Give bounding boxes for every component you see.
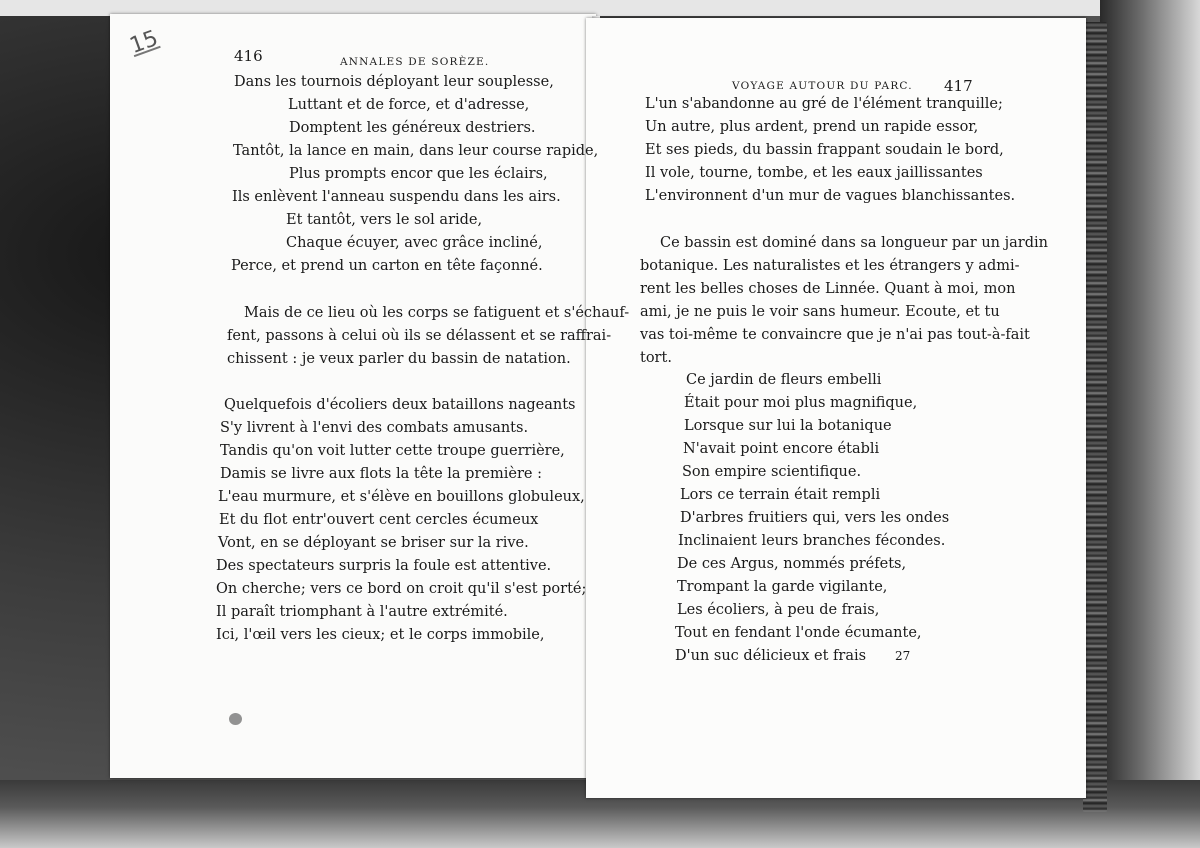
ink-smudge: [229, 713, 242, 725]
verse-line: Ce jardin de fleurs embelli: [686, 372, 882, 388]
verse-line: S'y livrent à l'envi des combats amusants.: [220, 420, 529, 436]
verse-line: Lors ce terrain était rempli: [680, 487, 881, 503]
left-running-head: ANNALES DE SORÈZE.: [340, 56, 490, 68]
prose-line: chissent : je veux parler du bassin de natation.: [227, 351, 571, 367]
verse-line: Ils enlèvent l'anneau suspendu dans les airs.: [232, 189, 561, 205]
verse-line: D'arbres fruitiers qui, vers les ondes: [680, 510, 950, 526]
verse-line: L'un s'abandonne au gré de l'élément tranquille;: [645, 96, 1003, 112]
verse-line: Inclinaient leurs branches fécondes.: [678, 533, 946, 549]
verse-line: Et ses pieds, du bassin frappant soudain le bord,: [645, 142, 1004, 158]
prose-line: fent, passons à celui où ils se délassent et se raffrai-: [227, 328, 612, 344]
prose-line: ami, je ne puis le voir sans humeur. Ecoute, et tu: [640, 304, 1000, 320]
verse-line: On cherche; vers ce bord on croit qu'il s'est porté;: [216, 581, 587, 597]
right-running-head: VOYAGE AUTOUR DU PARC.: [732, 80, 913, 92]
right-page-number: 417: [944, 77, 973, 95]
verse-line: Les écoliers, à peu de frais,: [677, 602, 880, 618]
verse-line: Était pour moi plus magnifique,: [684, 395, 918, 411]
verse-line: Perce, et prend un carton en tête façonné.: [231, 258, 543, 274]
prose-line: Ce bassin est dominé dans sa longueur par un jardin: [660, 235, 1048, 251]
verse-line: Il vole, tourne, tombe, et les eaux jaillissantes: [645, 165, 983, 181]
verse-line: L'eau murmure, et s'élève en bouillons globuleux,: [218, 489, 585, 505]
verse-line: Un autre, plus ardent, prend un rapide essor,: [645, 119, 979, 135]
right-scan-edge: [1100, 0, 1200, 848]
verse-line: Tantôt, la lance en main, dans leur course rapide,: [233, 143, 599, 159]
verse-line: Dans les tournois déployant leur souplesse,: [234, 74, 554, 90]
prose-line: Mais de ce lieu où les corps se fatiguent et s'échauf-: [244, 305, 630, 321]
verse-line: Et tantôt, vers le sol aride,: [286, 212, 483, 228]
verse-line: Plus prompts encor que les éclairs,: [289, 166, 548, 182]
verse-line: D'un suc délicieux et frais: [675, 648, 867, 664]
verse-line: Damis se livre aux flots la tête la première :: [220, 466, 542, 482]
prose-line: rent les belles choses de Linnée. Quant à moi, mon: [640, 281, 1016, 297]
verse-line: Domptent les généreux destriers.: [289, 120, 536, 136]
verse-line: L'environnent d'un mur de vagues blanchissantes.: [645, 188, 1016, 204]
verse-line: Tout en fendant l'onde écumante,: [675, 625, 922, 641]
verse-line: Ici, l'œil vers les cieux; et le corps immobile,: [216, 627, 545, 643]
verse-line: Luttant et de force, et d'adresse,: [288, 97, 530, 113]
verse-line: Chaque écuyer, avec grâce incliné,: [286, 235, 543, 251]
prose-line: tort.: [640, 350, 672, 366]
verse-line: Son empire scientifique.: [682, 464, 862, 480]
prose-line: botanique. Les naturalistes et les étrangers y admi-: [640, 258, 1020, 274]
verse-line: Lorsque sur lui la botanique: [684, 418, 892, 434]
verse-line: Trompant la garde vigilante,: [677, 579, 888, 595]
prose-line: vas toi-même te convaincre que je n'ai pas tout-à-fait: [640, 327, 1030, 343]
signature-mark: 27: [895, 649, 911, 663]
verse-line: N'avait point encore établi: [683, 441, 880, 457]
handwritten-folio-number: 15: [126, 25, 162, 60]
verse-line: Tandis qu'on voit lutter cette troupe guerrière,: [220, 443, 565, 459]
book-cover-edge: [1083, 22, 1107, 812]
left-page-number: 416: [234, 47, 263, 65]
verse-line: Vont, en se déployant se briser sur la rive.: [218, 535, 529, 551]
verse-line: Des spectateurs surpris la foule est attentive.: [216, 558, 552, 574]
verse-line: Il paraît triomphant à l'autre extrémité.: [216, 604, 508, 620]
verse-line: De ces Argus, nommés préfets,: [677, 556, 907, 572]
verse-line: Quelquefois d'écoliers deux bataillons nageants: [224, 397, 576, 413]
verse-line: Et du flot entr'ouvert cent cercles écumeux: [219, 512, 539, 528]
